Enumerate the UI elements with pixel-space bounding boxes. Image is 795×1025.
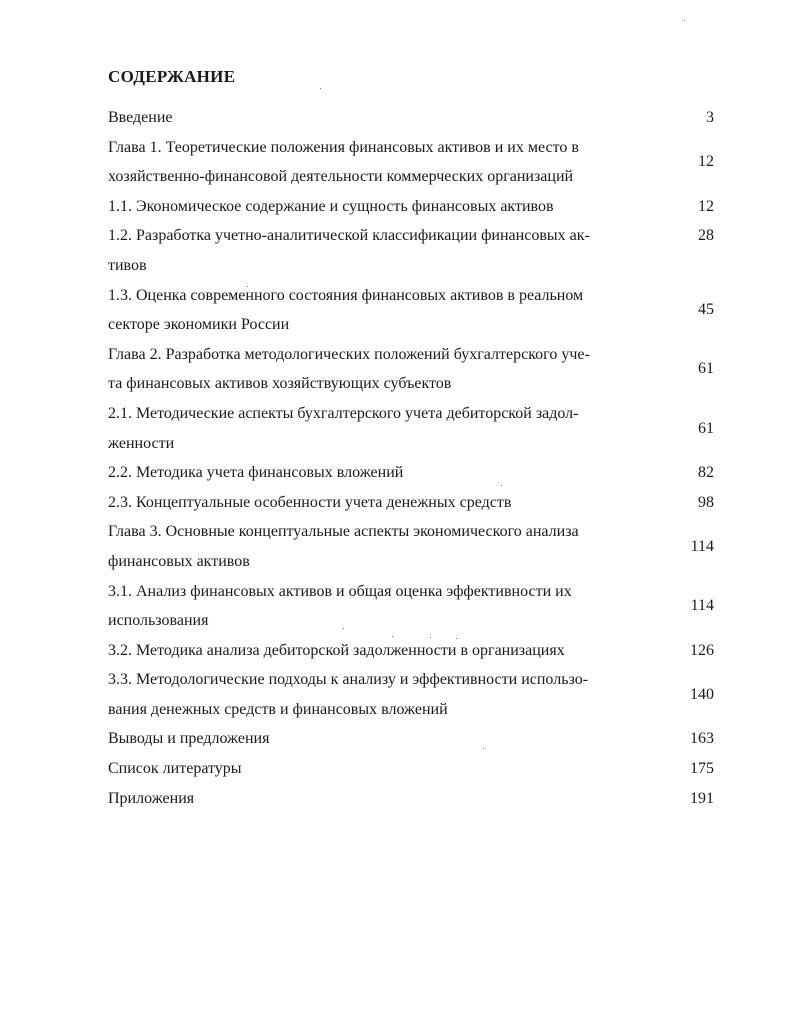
toc-page-number: 163 <box>690 730 714 748</box>
toc-entry-text: Список литературы <box>108 760 242 778</box>
toc-entry-text: 3.2. Методика анализа дебиторской задолженности в организациях <box>108 641 565 659</box>
toc-entry-text: 3.1. Анализ финансовых активов и общая оценка эффективности их <box>108 582 572 600</box>
toc-entry-text: Глава 2. Разработка методологических положений бухгалтерского уче- <box>108 345 590 363</box>
toc-entry-text: Глава 3. Основные концептуальные аспекты экономического анализа <box>108 523 579 541</box>
toc-entry-section-2-2 <box>108 458 718 488</box>
toc-entry-text: Выводы и предложения <box>108 730 270 748</box>
toc-page-number: 114 <box>690 538 714 556</box>
scan-speck <box>247 286 248 287</box>
toc-page-number: 12 <box>698 153 714 171</box>
toc-entry-text: 2.1. Методические аспекты бухгалтерского учета дебиторской задол- <box>108 404 579 422</box>
toc-entry-text: секторе экономики России <box>108 316 290 334</box>
scan-speck <box>392 636 393 637</box>
toc-entry-text: 1.1. Экономическое содержание и сущность финансовых активов <box>108 197 554 215</box>
toc-entry-text: 1.2. Разработка учетно-аналитической классификации финансовых ак- <box>108 227 590 245</box>
scan-speck <box>684 20 685 21</box>
toc-entry-section-1-3 <box>108 281 718 340</box>
toc-page-number: 114 <box>690 597 714 615</box>
toc-entry-text: Введение <box>108 109 173 126</box>
toc-entry-text: вания денежных средств и финансовых вложений <box>108 700 448 718</box>
toc-entry-section-3-3 <box>108 665 718 724</box>
toc-entry-section-1-1 <box>108 192 718 222</box>
toc-entry-section-2-1 <box>108 399 718 458</box>
toc-entry-appendices <box>108 784 718 814</box>
page-title: СОДЕРЖАНИЕ <box>108 67 236 86</box>
toc-entry-text: 2.2. Методика учета финансовых вложений <box>108 464 404 482</box>
toc-entry-section-3-1 <box>108 577 718 636</box>
toc-entry-section-2-3 <box>108 488 718 518</box>
scan-speck <box>320 88 321 89</box>
toc-entry-section-1-2 <box>108 221 718 280</box>
toc-entry-text: 1.3. Оценка современного состояния финансовых активов в реальном <box>108 286 584 304</box>
toc-page-number: 12 <box>698 197 714 215</box>
toc-entry-text: использования <box>108 612 209 630</box>
toc-entry-section-3-2 <box>108 636 718 666</box>
toc-entry-references <box>108 754 718 784</box>
toc-page-number: 3 <box>706 109 714 126</box>
toc-page-number: 61 <box>698 419 714 437</box>
toc-page-number: 140 <box>690 686 714 704</box>
toc-entry-text: та финансовых активов хозяйствующих субъектов <box>108 375 452 393</box>
toc-entry-text: Глава 1. Теоретические положения финансовых активов и их место в <box>108 138 579 156</box>
table-of-contents <box>108 103 718 813</box>
toc-entry-text: 2.3. Концептуальные особенности учета денежных средств <box>108 493 512 511</box>
toc-entry-chapter-2 <box>108 340 718 399</box>
toc-page-number: 98 <box>698 493 714 511</box>
toc-entry-text: 3.3. Методологические подходы к анализу и эффективности использо- <box>108 671 589 689</box>
toc-page-number: 45 <box>698 301 714 319</box>
scan-speck <box>501 485 502 486</box>
toc-entry-chapter-3 <box>108 517 718 576</box>
toc-entry-chapter-1 <box>108 133 718 192</box>
toc-entry-introduction <box>108 103 718 133</box>
scan-speck <box>430 637 431 638</box>
toc-entry-text: женности <box>108 434 175 452</box>
toc-entry-text: финансовых активов <box>108 552 250 570</box>
toc-page-number: 175 <box>690 760 714 778</box>
toc-entry-text: Приложения <box>108 789 195 807</box>
toc-page-number: 61 <box>698 360 714 378</box>
scan-speck <box>456 638 457 639</box>
scan-speck <box>483 748 484 749</box>
toc-entry-text: тивов <box>108 256 147 274</box>
toc-page-number: 126 <box>690 641 714 659</box>
toc-page-number: 82 <box>698 464 714 482</box>
toc-page-number: 28 <box>698 227 714 245</box>
toc-entry-conclusions <box>108 724 718 754</box>
scan-speck <box>343 628 344 629</box>
toc-page-number: 191 <box>690 789 714 807</box>
toc-entry-text: хозяйственно-финансовой деятельности коммерческих организаций <box>108 168 574 186</box>
